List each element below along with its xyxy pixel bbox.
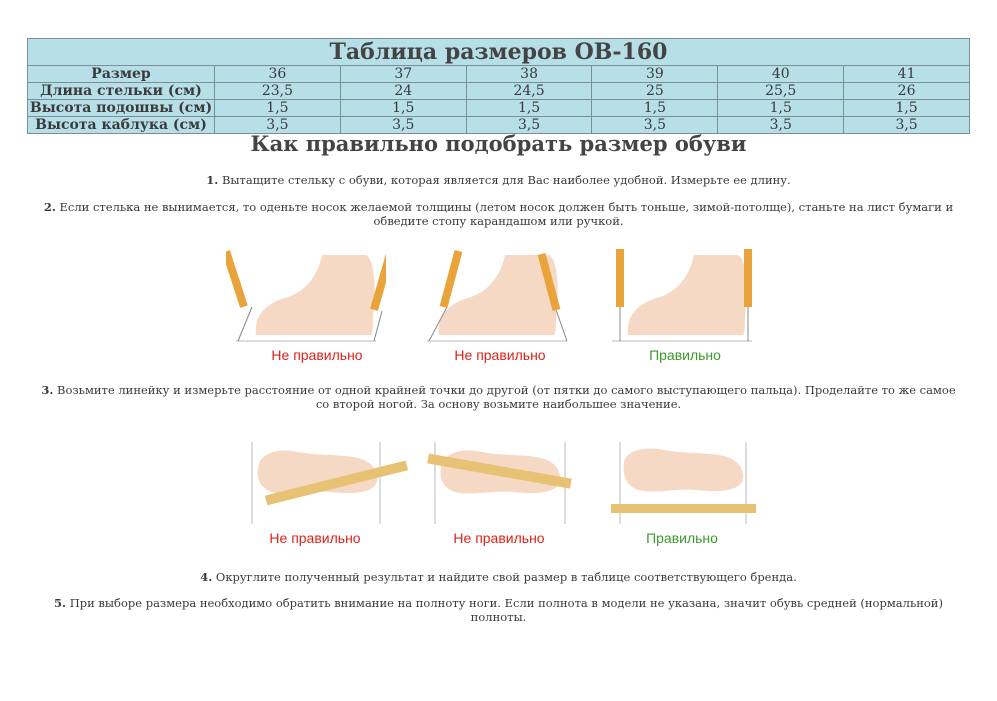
- table-cell: 3,5: [844, 117, 970, 134]
- step-text: Вытащите стельку с обуви, которая является для Вас наиболее удобной. Измерьте ее длину.: [218, 173, 791, 187]
- step-number: 3.: [41, 383, 54, 397]
- table-cell: 1,5: [215, 100, 341, 117]
- tracing-illustration-wrong-1: [226, 245, 386, 345]
- table-row: [28, 83, 970, 100]
- table-cell: 23,5: [215, 83, 341, 100]
- table-cell: 1,5: [718, 100, 844, 117]
- table-cell: 3,5: [466, 117, 592, 134]
- caption-wrong: Не правильно: [453, 530, 545, 546]
- table-cell: 37: [340, 66, 466, 83]
- row-label-size: Размер: [28, 66, 215, 83]
- measuring-illustration-wrong-2: [425, 440, 575, 525]
- guide-heading: Как правильно подобрать размер обуви: [250, 131, 747, 156]
- step-1: [40, 173, 957, 187]
- table-cell: 3,5: [718, 117, 844, 134]
- caption-wrong: Не правильно: [269, 530, 361, 546]
- measuring-illustration-wrong-1: [240, 440, 410, 525]
- table-cell: 3,5: [592, 117, 718, 134]
- table-cell: 1,5: [466, 100, 592, 117]
- table-cell: 41: [844, 66, 970, 83]
- table-cell: 3,5: [340, 117, 466, 134]
- caption-right: Правильно: [646, 530, 718, 546]
- table-cell: 1,5: [592, 100, 718, 117]
- table-cell: 36: [215, 66, 341, 83]
- caption-wrong: Не правильно: [271, 347, 363, 363]
- step-4: [40, 570, 957, 584]
- step-5: [40, 596, 957, 624]
- size-table: [27, 38, 970, 134]
- table-cell: 40: [718, 66, 844, 83]
- table-cell: 3,5: [215, 117, 341, 134]
- table-row: [28, 66, 970, 83]
- table-cell: 25: [592, 83, 718, 100]
- table-cell: 26: [844, 83, 970, 100]
- table-cell: 1,5: [340, 100, 466, 117]
- measuring-illustration-right: [608, 440, 758, 525]
- step-number: 2.: [43, 200, 56, 214]
- table-cell: 38: [466, 66, 592, 83]
- table-row: [28, 100, 970, 117]
- table-cell: 24,5: [466, 83, 592, 100]
- row-label-heel-height: Высота каблука (см): [28, 117, 215, 134]
- tracing-illustration-wrong-2: [417, 245, 577, 345]
- step-text: Возьмите линейку и измерьте расстояние от одной крайней точки до другой (от пятки до самого выступающего пальца). Проделайте то же самое со второй ногой. За основу возьмите наибольшее значение.: [53, 383, 956, 411]
- caption-wrong: Не правильно: [454, 347, 546, 363]
- row-label-insole-length: Длина стельки (см): [28, 83, 215, 100]
- step-number: 5.: [54, 596, 67, 610]
- step-text: При выборе размера необходимо обратить внимание на полноту ноги. Если полнота в модели не указана, значит обувь средней (нормальной) полноты.: [66, 596, 943, 624]
- step-text: Округлите полученный результат и найдите свой размер в таблице соответствующего бренда.: [212, 570, 797, 584]
- caption-right: Правильно: [649, 347, 721, 363]
- row-label-sole-height: Высота подошвы (см): [28, 100, 215, 117]
- table-cell: 25,5: [718, 83, 844, 100]
- tracing-illustration-right: [602, 245, 762, 345]
- step-number: 4.: [200, 570, 213, 584]
- table-cell: 1,5: [844, 100, 970, 117]
- size-table-title: Таблица размеров ОВ-160: [28, 39, 970, 66]
- step-number: 1.: [206, 173, 219, 187]
- step-3: [40, 383, 957, 411]
- step-2: [40, 200, 957, 228]
- table-cell: 39: [592, 66, 718, 83]
- step-text: Если стелька не вынимается, то оденьте носок желаемой толщины (летом носок должен быть тоньше, зимой-потолще), станьте на лист бумаги и обведите стопу карандашом или ручкой.: [55, 200, 954, 228]
- table-cell: 24: [340, 83, 466, 100]
